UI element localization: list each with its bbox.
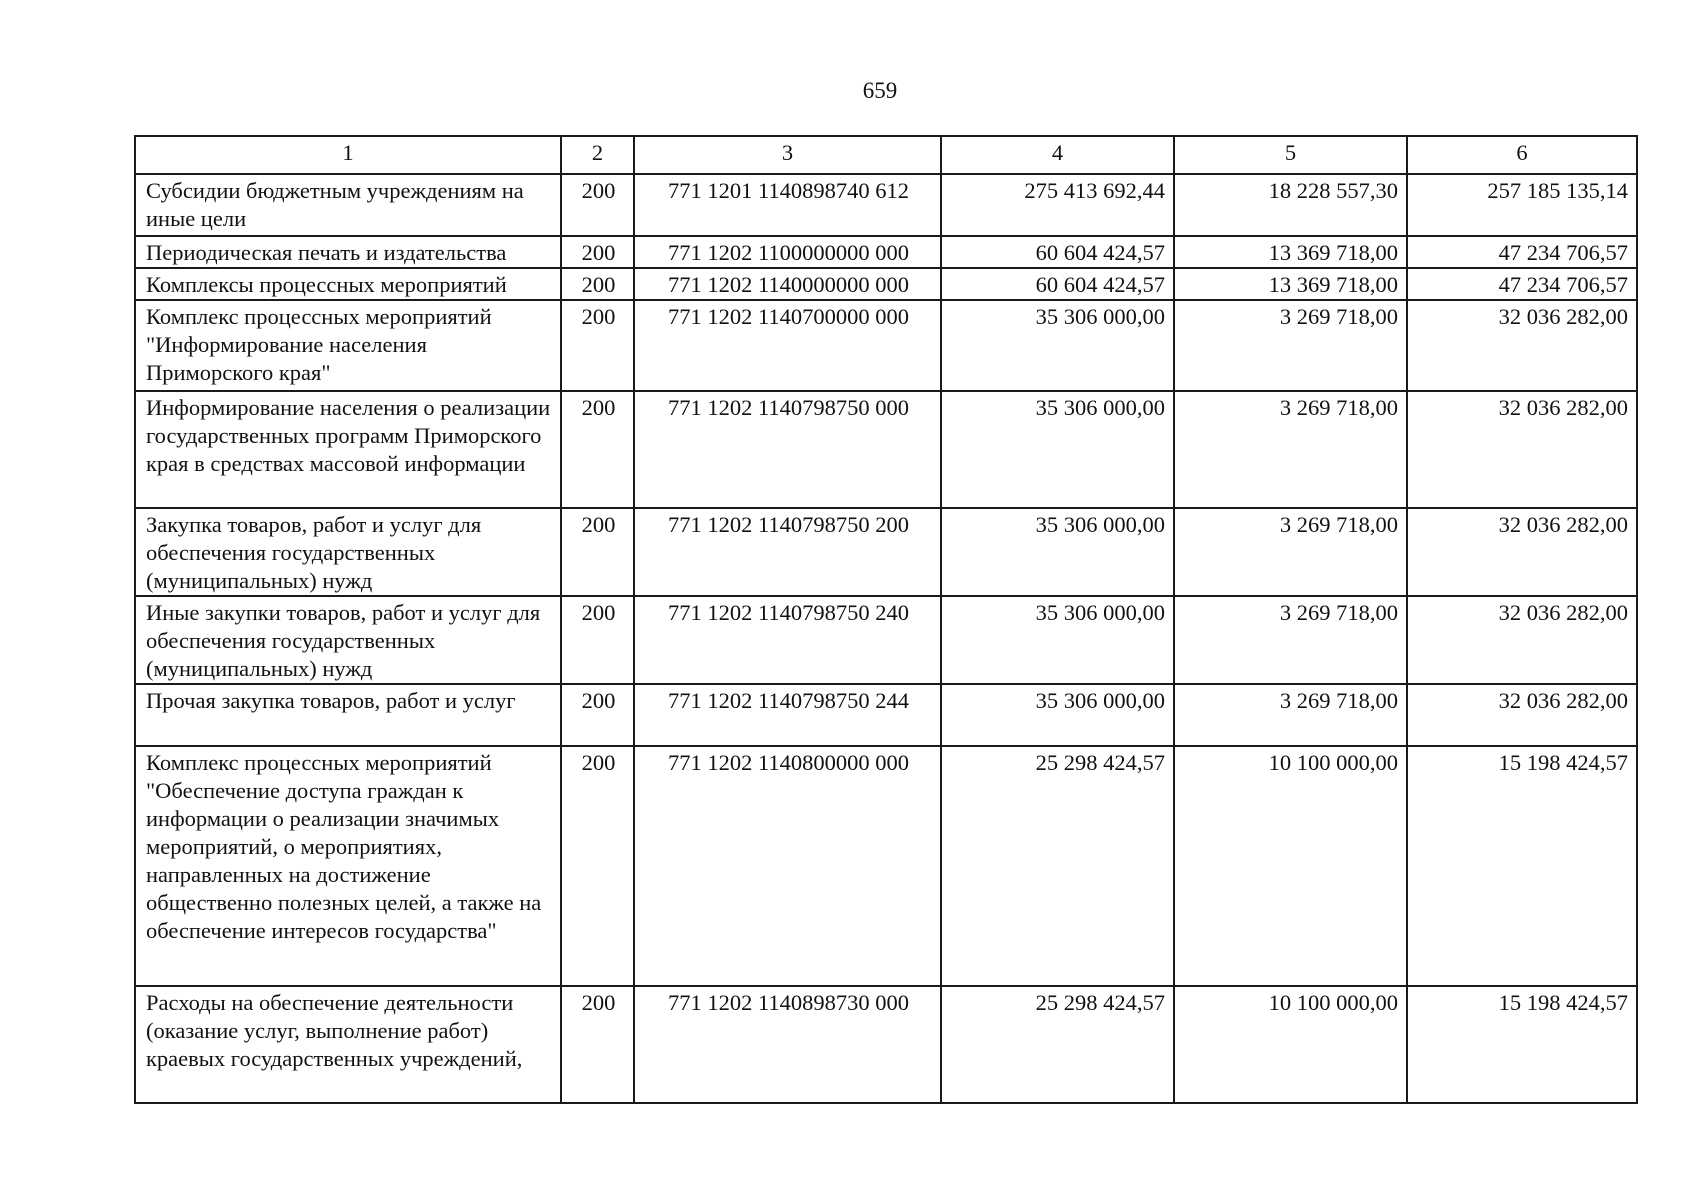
row-value-4: 35 306 000,00 xyxy=(941,596,1174,684)
table-row xyxy=(135,391,1637,508)
row-value-5: 3 269 718,00 xyxy=(1174,508,1407,596)
row-code-3: 771 1202 1140798750 244 xyxy=(634,684,941,746)
row-code-2: 200 xyxy=(561,746,634,986)
row-value-6: 32 036 282,00 xyxy=(1407,684,1637,746)
row-code-2: 200 xyxy=(561,174,634,236)
row-value-4: 25 298 424,57 xyxy=(941,746,1174,986)
table-row xyxy=(135,986,1637,1103)
row-value-6: 15 198 424,57 xyxy=(1407,746,1637,986)
row-name: Комплекс процессных мероприятий "Обеспечение доступа граждан к информации о реализации значимых мероприятий, о мероприятиях, направленных на достижение общественно полезных целей, а также на обеспечение интересов государства" xyxy=(135,746,561,986)
row-name: Периодическая печать и издательства xyxy=(135,236,561,268)
row-value-5: 10 100 000,00 xyxy=(1174,986,1407,1103)
row-value-6: 32 036 282,00 xyxy=(1407,391,1637,508)
row-code-3: 771 1202 1140798750 240 xyxy=(634,596,941,684)
row-code-2: 200 xyxy=(561,300,634,391)
page-number: 659 xyxy=(862,78,898,103)
table-row xyxy=(135,684,1637,746)
table-header-row xyxy=(135,136,1637,174)
row-code-2: 200 xyxy=(561,391,634,508)
row-code-2: 200 xyxy=(561,684,634,746)
row-name: Комплекс процессных мероприятий "Информирование населения Приморского края" xyxy=(135,300,561,391)
row-value-4: 60 604 424,57 xyxy=(941,268,1174,300)
row-name: Информирование населения о реализации государственных программ Приморского края в средствах массовой информации xyxy=(135,391,561,508)
table-row xyxy=(135,268,1637,300)
row-value-5: 3 269 718,00 xyxy=(1174,391,1407,508)
row-code-3: 771 1202 1140798750 000 xyxy=(634,391,941,508)
row-value-6: 47 234 706,57 xyxy=(1407,268,1637,300)
row-value-6: 15 198 424,57 xyxy=(1407,986,1637,1103)
row-name: Иные закупки товаров, работ и услуг для обеспечения государственных (муниципальных) нужд xyxy=(135,596,561,684)
table-row xyxy=(135,174,1637,236)
table-row xyxy=(135,508,1637,596)
table-row xyxy=(135,300,1637,391)
column-header: 5 xyxy=(1174,136,1407,174)
row-value-6: 32 036 282,00 xyxy=(1407,508,1637,596)
row-code-3: 771 1202 1140000000 000 xyxy=(634,268,941,300)
column-header: 1 xyxy=(135,136,561,174)
row-name: Расходы на обеспечение деятельности (оказание услуг, выполнение работ) краевых государственных учреждений, xyxy=(135,986,561,1103)
row-name: Прочая закупка товаров, работ и услуг xyxy=(135,684,561,746)
row-code-2: 200 xyxy=(561,596,634,684)
row-value-4: 275 413 692,44 xyxy=(941,174,1174,236)
row-code-3: 771 1201 1140898740 612 xyxy=(634,174,941,236)
row-value-5: 3 269 718,00 xyxy=(1174,684,1407,746)
row-name: Комплексы процессных мероприятий xyxy=(135,268,561,300)
row-value-5: 13 369 718,00 xyxy=(1174,236,1407,268)
row-value-5: 18 228 557,30 xyxy=(1174,174,1407,236)
row-code-2: 200 xyxy=(561,236,634,268)
row-name: Субсидии бюджетным учреждениям на иные цели xyxy=(135,174,561,236)
row-code-2: 200 xyxy=(561,268,634,300)
row-value-4: 25 298 424,57 xyxy=(941,986,1174,1103)
row-value-5: 3 269 718,00 xyxy=(1174,596,1407,684)
column-header: 2 xyxy=(561,136,634,174)
row-value-6: 47 234 706,57 xyxy=(1407,236,1637,268)
row-code-3: 771 1202 1140700000 000 xyxy=(634,300,941,391)
table-row xyxy=(135,746,1637,986)
row-value-4: 60 604 424,57 xyxy=(941,236,1174,268)
budget-table xyxy=(134,135,1638,1104)
row-name: Закупка товаров, работ и услуг для обеспечения государственных (муниципальных) нужд xyxy=(135,508,561,596)
row-code-3: 771 1202 1100000000 000 xyxy=(634,236,941,268)
row-code-3: 771 1202 1140898730 000 xyxy=(634,986,941,1103)
row-code-3: 771 1202 1140800000 000 xyxy=(634,746,941,986)
row-value-5: 13 369 718,00 xyxy=(1174,268,1407,300)
table-row xyxy=(135,236,1637,268)
column-header: 4 xyxy=(941,136,1174,174)
row-value-4: 35 306 000,00 xyxy=(941,508,1174,596)
row-value-6: 257 185 135,14 xyxy=(1407,174,1637,236)
column-header: 3 xyxy=(634,136,941,174)
row-value-4: 35 306 000,00 xyxy=(941,684,1174,746)
row-value-5: 3 269 718,00 xyxy=(1174,300,1407,391)
row-code-2: 200 xyxy=(561,986,634,1103)
row-code-2: 200 xyxy=(561,508,634,596)
row-value-5: 10 100 000,00 xyxy=(1174,746,1407,986)
table-row xyxy=(135,596,1637,684)
column-header: 6 xyxy=(1407,136,1637,174)
row-value-4: 35 306 000,00 xyxy=(941,300,1174,391)
row-value-4: 35 306 000,00 xyxy=(941,391,1174,508)
row-code-3: 771 1202 1140798750 200 xyxy=(634,508,941,596)
row-value-6: 32 036 282,00 xyxy=(1407,300,1637,391)
row-value-6: 32 036 282,00 xyxy=(1407,596,1637,684)
